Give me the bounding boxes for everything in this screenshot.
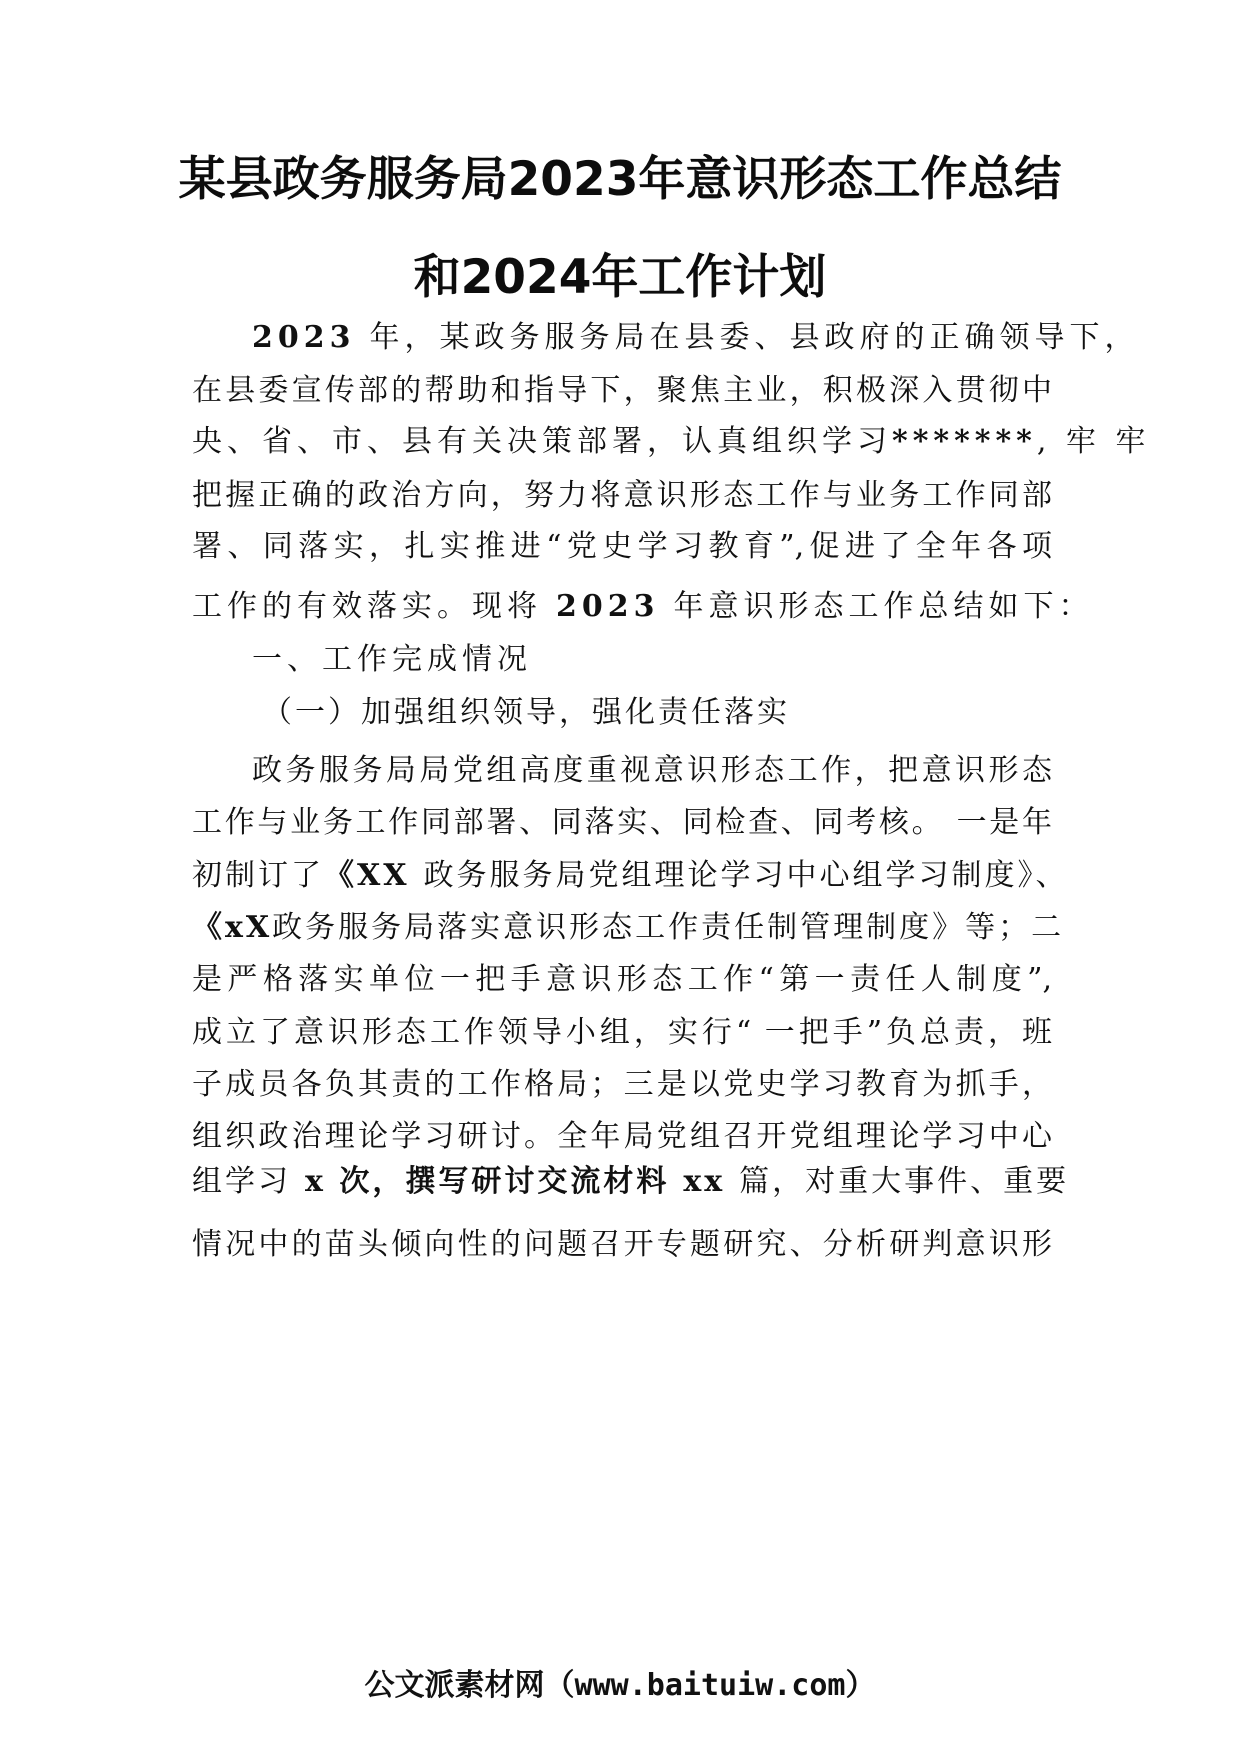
paragraph-2-line-1: 政务服务局局党组高度重视意识形态工作，把意识形态	[252, 753, 1052, 788]
footer-site-name: 公文派素材网	[364, 1668, 545, 1703]
section-heading-1: 一、工作完成情况	[252, 642, 532, 677]
footer-url: （www.baituiw.com）	[544, 1668, 876, 1703]
paragraph-text: 初制订了	[192, 858, 324, 893]
paragraph-2-line-6: 成立了意识形态工作领导小组，实行“ 一把手”负总责，班	[192, 1015, 1052, 1050]
year-number: 2023	[252, 320, 356, 355]
footer-source	[0, 1666, 1240, 1706]
paragraph-1-line-1	[252, 318, 1140, 358]
document-name-prefix: 《XX	[324, 858, 410, 893]
paragraph-1-line-6	[192, 587, 1094, 627]
paragraph-2-line-5: 是严格落实单位一把手意识形态工作“第一责任人制度”,	[192, 962, 1052, 997]
paragraph-text: 年意识形态工作总结如下：	[673, 589, 1094, 624]
paragraph-2-line-2: 工作与业务工作同部署、同落实、同检查、同考核。 一是年	[192, 805, 1052, 840]
masked-text: *******	[892, 424, 1037, 459]
paragraph-1-line-2: 在县委宣传部的帮助和指导下，聚焦主业，积极深入贯彻中	[192, 373, 1052, 408]
document-title-line-2: 和2024年工作计划	[413, 250, 827, 305]
bold-count-text: x 次，撰写研讨交流材料	[305, 1164, 670, 1199]
paragraph-text: 政务服务局党组理论学习中心组学习制度》、	[423, 858, 1069, 893]
subsection-heading-1: （一）加强组织领导，强化责任落实	[262, 695, 790, 730]
year-number: 2023	[556, 589, 660, 624]
paragraph-text: 篇，对重大事件、重要	[739, 1164, 1070, 1199]
paragraph-1-line-4: 把握正确的政治方向，努力将意识形态工作与业务工作同部	[192, 478, 1052, 513]
paragraph-2-line-10: 情况中的苗头倾向性的问题召开专题研究、分析研判意识形	[192, 1227, 1052, 1262]
document-title-line-1: 某县政务服务局2023年意识形态工作总结	[178, 152, 1062, 207]
paragraph-2-line-8: 组织政治理论学习研讨。全年局党组召开党组理论学习中心	[192, 1119, 1052, 1154]
paragraph-2-line-7: 子成员各负其责的工作格局；三是以党史学习教育为抓手，	[192, 1067, 1052, 1102]
paragraph-2-line-9	[192, 1162, 1070, 1202]
paragraph-text: 政务服务局落实意识形态工作责任制管理制度》等；二	[272, 910, 1065, 945]
document-name-prefix: 《xX	[192, 910, 273, 945]
paragraph-text: 年，某政务服务局在县委、县政府的正确领导下，	[369, 320, 1140, 355]
paragraph-2-line-4	[192, 908, 1065, 948]
paragraph-2-line-3	[192, 856, 1069, 896]
bold-count-text: xx	[683, 1164, 726, 1199]
paragraph-text: 工作的有效落实。现将	[192, 589, 542, 624]
paragraph-text: 央、省、市、县有关决策部署，认真组织学习	[192, 424, 892, 459]
paragraph-text: 组学习	[192, 1164, 291, 1199]
paragraph-1-line-5: 署、同落实，扎实推进“党史学习教育”,促进了全年各项	[192, 529, 1052, 564]
paragraph-1-line-3	[192, 422, 1151, 462]
paragraph-text: , 牢 牢	[1036, 424, 1151, 459]
